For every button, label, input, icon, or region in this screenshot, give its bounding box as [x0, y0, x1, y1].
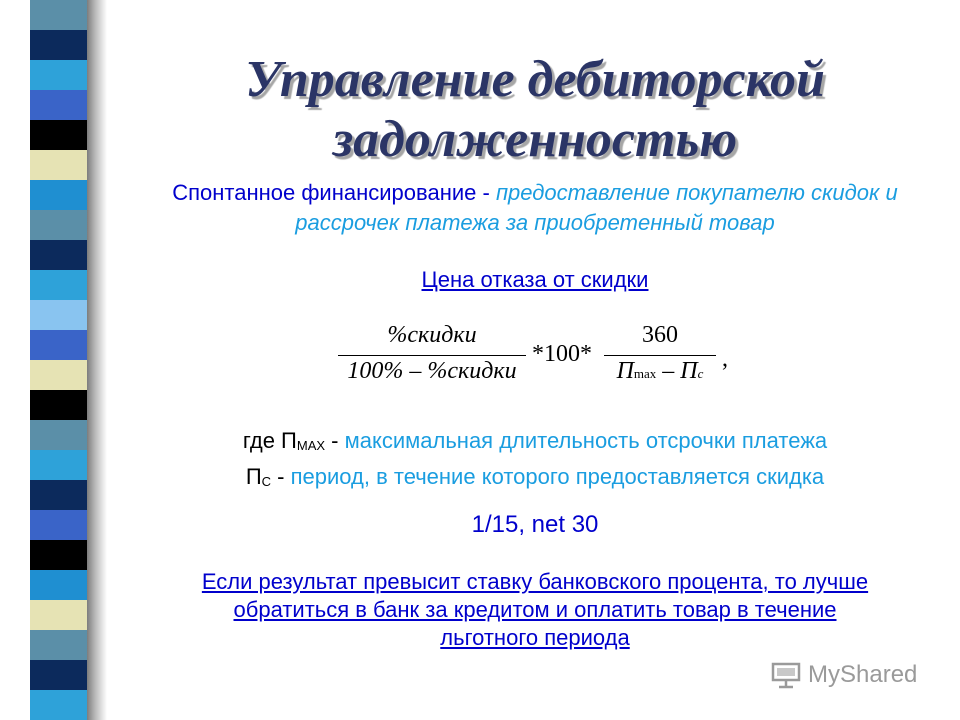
conclusion-line2: обратиться в банк за кредитом и оплатить товар в течение: [233, 597, 837, 622]
slide-title: [110, 50, 960, 170]
multiplier: *100*: [532, 341, 592, 367]
sidebar-stripe: [30, 30, 87, 60]
payment-terms: 1/15, net 30: [471, 511, 599, 538]
pmax-subscript: MAX: [296, 438, 326, 453]
definition-pc: [150, 461, 920, 497]
slide-title-line1: Управление дебиторской: [245, 51, 825, 108]
sidebar-stripe: [30, 630, 87, 660]
pc-symbol: П: [245, 464, 262, 489]
formula-heading: Цена отказа от скидки: [421, 267, 649, 292]
sidebar-stripe: [30, 120, 87, 150]
sidebar-stripe: [30, 570, 87, 600]
sidebar-stripe: [30, 450, 87, 480]
fraction-discount-numerator: %скидки: [387, 322, 477, 348]
minus-p-symbol: – П: [656, 358, 698, 384]
fraction-bar: [338, 355, 526, 356]
definition-text: предоставление покупателю скидок и рассрочек платежа за приобретенный товар: [295, 180, 898, 235]
conclusion-line1: Если результат превысит ставку банковского процента, то лучше: [201, 569, 869, 594]
fraction-period-denominator: [604, 358, 716, 385]
pmax-symbol: где П: [242, 428, 297, 453]
sidebar-stripe: [30, 210, 87, 240]
fraction-bar: [604, 355, 716, 356]
pc-dash: -: [271, 464, 291, 489]
sidebar-stripe: [30, 600, 87, 630]
sidebar-stripe: [30, 300, 87, 330]
sidebar-stripe: [30, 60, 87, 90]
pc-subscript: С: [261, 474, 272, 489]
definition-paragraph: [130, 178, 940, 238]
slide-title-line2: задолженностью: [332, 111, 738, 168]
conclusion-text: [112, 568, 958, 652]
fraction-period: [604, 322, 716, 398]
fraction-discount: [338, 322, 526, 398]
myshared-watermark: [770, 658, 917, 692]
presentation-board-icon: [770, 661, 802, 689]
fraction-period-numerator: 360: [642, 322, 678, 348]
pmax-description: максимальная длительность отсрочки платежа: [344, 428, 828, 453]
sidebar-shadow: [87, 0, 107, 720]
sidebar-stripe: [30, 420, 87, 450]
sidebar-stripe: [30, 240, 87, 270]
conclusion-line3: льготного периода: [440, 625, 630, 650]
sidebar-stripe: [30, 690, 87, 720]
sidebar-stripe: [30, 270, 87, 300]
variable-definitions: [150, 425, 920, 497]
sidebar-stripe: [30, 180, 87, 210]
sidebar-stripe: [30, 480, 87, 510]
p-c-subscript: c: [697, 366, 704, 381]
formula-comma: ,: [722, 346, 728, 372]
pmax-dash: -: [325, 428, 345, 453]
definition-dash: -: [476, 180, 496, 205]
definition-pmax: [150, 425, 920, 461]
sidebar-stripe: [30, 510, 87, 540]
sidebar-stripe: [30, 540, 87, 570]
fraction-discount-denominator: 100% – %скидки: [347, 358, 517, 384]
discount-refusal-formula: [338, 322, 758, 398]
sidebar-stripe: [30, 390, 87, 420]
sidebar-stripe: [30, 330, 87, 360]
p-max-subscript: max: [633, 366, 657, 381]
sidebar-stripe: [30, 360, 87, 390]
sidebar-stripe: [30, 0, 87, 30]
definition-term: Спонтанное финансирование: [172, 180, 477, 205]
p-symbol: П: [616, 358, 634, 384]
sidebar-stripe: [30, 90, 87, 120]
sidebar-stripe: [30, 660, 87, 690]
watermark-text: MyShared: [808, 661, 918, 688]
pc-description: период, в течение которого предоставляется скидка: [290, 464, 825, 489]
decorative-sidebar-stripes: [30, 0, 87, 720]
sidebar-stripe: [30, 150, 87, 180]
